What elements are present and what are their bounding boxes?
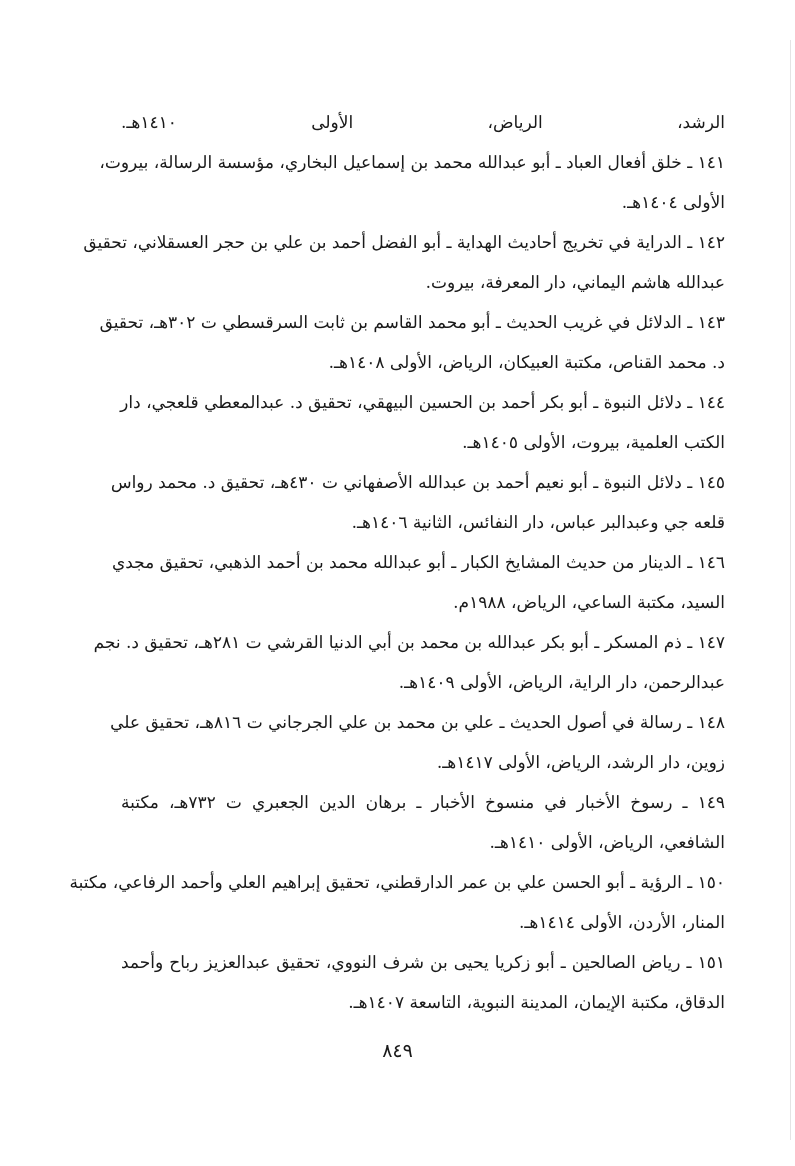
bibliography-list xyxy=(69,103,725,1023)
page-edge-divider xyxy=(790,40,791,1140)
bibliography-entry-146 xyxy=(111,543,725,623)
entry-line: السيد، مكتبة الساعي، الرياض، ١٩٨٨م. xyxy=(453,593,725,613)
entry-line: د. محمد القناص، مكتبة العبيكان، الرياض، الأولى ١٤٠٨هـ. xyxy=(328,353,725,373)
entry-line: عبدالله هاشم اليماني، دار المعرفة، بيروت. xyxy=(425,273,725,293)
bibliography-entry-150 xyxy=(69,863,725,943)
entry-line: ١٤٥ ـ دلائل النبوة ـ أبو نعيم أحمد بن عبدالله الأصفهاني ت ٤٣٠هـ، تحقيق د. محمد رواس xyxy=(110,473,725,493)
bibliography-entry-145 xyxy=(110,463,725,543)
entry-line: ١٤٣ ـ الدلائل في غريب الحديث ـ أبو محمد القاسم بن ثابت السرقسطي ت ٣٠٢هـ، تحقيق xyxy=(99,313,725,333)
entry-line: ١٤٨ ـ رسالة في أصول الحديث ـ علي بن محمد بن علي الجرجاني ت ٨١٦هـ، تحقيق علي xyxy=(110,713,725,733)
bibliography-entry-142 xyxy=(83,223,725,303)
entry-line: الكتب العلمية، بيروت، الأولى ١٤٠٥هـ. xyxy=(462,433,725,453)
entry-line: ١٤٤ ـ دلائل النبوة ـ أبو بكر أحمد بن الحسين البيهقي، تحقيق د. عبدالمعطي قلعجي، دار xyxy=(120,393,725,413)
entry-line: ١٤١ ـ خلق أفعال العباد ـ أبو عبدالله محمد بن إسماعيل البخاري، مؤسسة الرسالة، بيروت، xyxy=(99,153,725,173)
entry-line: قلعه جي وعبدالبر عباس، دار النفائس، الثانية ١٤٠٦هـ. xyxy=(351,513,725,533)
bibliography-entry-141 xyxy=(99,143,725,223)
entry-line: ١٤٢ ـ الدراية في تخريج أحاديث الهداية ـ أبو الفضل أحمد بن علي بن حجر العسقلاني، تحقيق xyxy=(83,233,725,253)
page-number: ٨٤٩ xyxy=(382,1040,413,1062)
entry-line: الرشد، الرياض، الأولى ١٤١٠هـ. xyxy=(121,113,725,133)
entry-line: الأولى ١٤٠٤هـ. xyxy=(621,193,725,213)
entry-line: ١٥٠ ـ الرؤية ـ أبو الحسن علي بن عمر الدارقطني، تحقيق إبراهيم العلي وأحمد الرفاعي، مكتبة xyxy=(69,873,725,893)
entry-line: ١٤٧ ـ ذم المسكر ـ أبو بكر عبدالله بن محمد بن أبي الدنيا القرشي ت ٢٨١هـ، تحقيق د. نجم xyxy=(93,633,725,653)
continuation-entry xyxy=(121,103,725,143)
entry-line: عبدالرحمن، دار الراية، الرياض، الأولى ١٤٠٩هـ. xyxy=(398,673,725,693)
bibliography-entry-143 xyxy=(99,303,725,383)
entry-line: ١٤٩ ـ رسوخ الأخبار في منسوخ الأخبار ـ برهان الدين الجعبري ت ٧٣٢هـ، مكتبة xyxy=(121,793,725,813)
entry-line: زوين، دار الرشد، الرياض، الأولى ١٤١٧هـ. xyxy=(436,753,725,773)
bibliography-entry-151 xyxy=(121,943,725,1023)
entry-line: الدقاق، مكتبة الإيمان، المدينة النبوية، التاسعة ١٤٠٧هـ. xyxy=(348,993,725,1013)
entry-line: ١٥١ ـ رياض الصالحين ـ أبو زكريا يحيى بن شرف النووي، تحقيق عبدالعزيز رباح وأحمد xyxy=(121,953,725,973)
bibliography-entry-144 xyxy=(121,383,725,463)
bibliography-entry-148 xyxy=(110,703,725,783)
bibliography-entry-147 xyxy=(93,623,725,703)
bibliography-entry-149 xyxy=(121,783,725,863)
entry-line: ١٤٦ ـ الدينار من حديث المشايخ الكبار ـ أبو عبدالله محمد بن أحمد الذهبي، تحقيق مجدي xyxy=(111,553,725,573)
entry-line: الشافعي، الرياض، الأولى ١٤١٠هـ. xyxy=(489,833,725,853)
entry-line: المنار، الأردن، الأولى ١٤١٤هـ. xyxy=(519,913,725,933)
